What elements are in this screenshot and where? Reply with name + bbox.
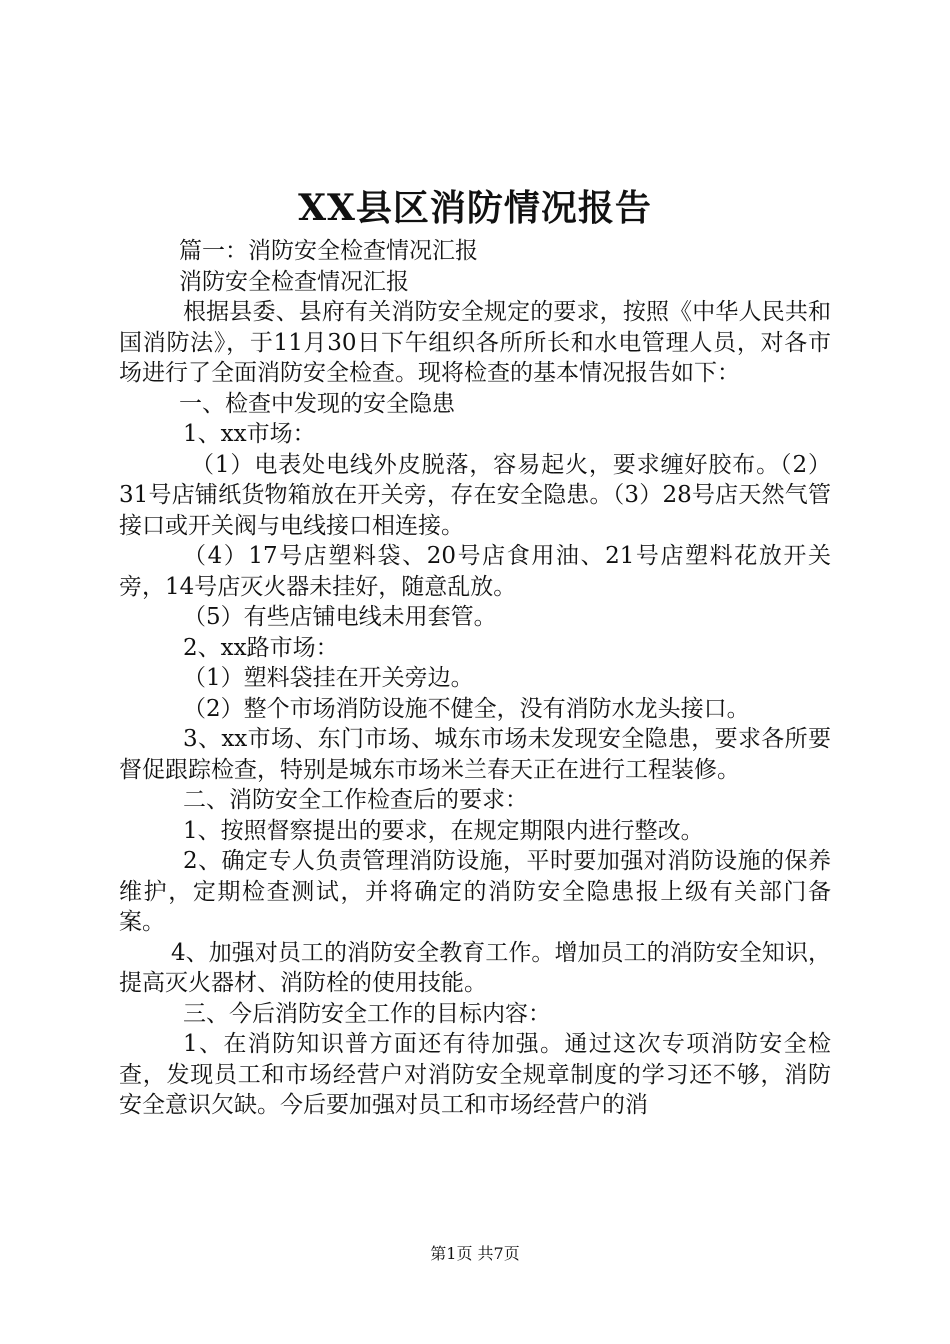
document-body bbox=[119, 236, 831, 1121]
paragraph: 二、消防安全工作检查后的要求： bbox=[183, 787, 528, 813]
paragraph: 一、检查中发现的安全隐患 bbox=[179, 390, 455, 417]
paragraph: 1、按照督察提出的要求，在规定期限内进行整改。 bbox=[183, 817, 704, 844]
document-title: XX县区消防情况报告 bbox=[298, 187, 652, 229]
paragraph: 2、确定专人负责管理消防设施，平时要加强对消防设施的保养维护，定期检查测试，并将确定的消防安全隐患报上级有关部门备案。 bbox=[119, 848, 831, 935]
paragraph: 3、xx市场、东门市场、城东市场未发现安全隐患，要求各所要督促跟踪检查，特别是城东市场米兰春天正在进行工程装修。 bbox=[119, 726, 831, 783]
paragraph: 三、今后消防安全工作的目标内容： bbox=[183, 1000, 551, 1027]
paragraph: 4、加强对员工的消防安全教育工作。增加员工的消防安全知识，提高灭火器材、消防栓的使用技能。 bbox=[119, 939, 831, 996]
paragraph: 2、xx路市场： bbox=[183, 634, 339, 661]
paragraph: 1、在消防知识普方面还有待加强。通过这次专项消防安全检查，发现员工和市场经营户对消防安全规章制度的学习还不够，消防安全意识欠缺。今后要加强对员工和市场经营户的消 bbox=[119, 1031, 831, 1118]
paragraph: （5）有些店铺电线未用套管。 bbox=[183, 604, 497, 630]
paragraph: （1）塑料袋挂在开关旁边。 bbox=[183, 665, 474, 691]
page-footer: 第1页 共7页 bbox=[430, 1244, 520, 1263]
paragraph: 1、xx市场： bbox=[183, 421, 316, 447]
paragraph: （4）17号店塑料袋、20号店食用油、21号店塑料花放开关旁，14号店灭火器未挂好，随意乱放。 bbox=[119, 543, 831, 600]
paragraph: 消防安全检查情况汇报 bbox=[179, 268, 409, 295]
paragraph: 篇一：消防安全检查情况汇报 bbox=[179, 238, 478, 264]
paragraph: 根据县委、县府有关消防安全规定的要求，按照《中华人民共和国消防法》，于11月30日下午组织各所所长和水电管理人员，对各市场进行了全面消防安全检查。现将检查的基本情况报告如下： bbox=[119, 299, 831, 386]
paragraph: （1）电表处电线外皮脱落，容易起火，要求缠好胶布。（2）31号店铺纸货物箱放在开关旁，存在安全隐患。（3）28号店天然气管接口或开关阀与电线接口相连接。 bbox=[119, 451, 831, 539]
paragraph: （2）整个市场消防设施不健全，没有消防水龙头接口。 bbox=[183, 695, 750, 722]
